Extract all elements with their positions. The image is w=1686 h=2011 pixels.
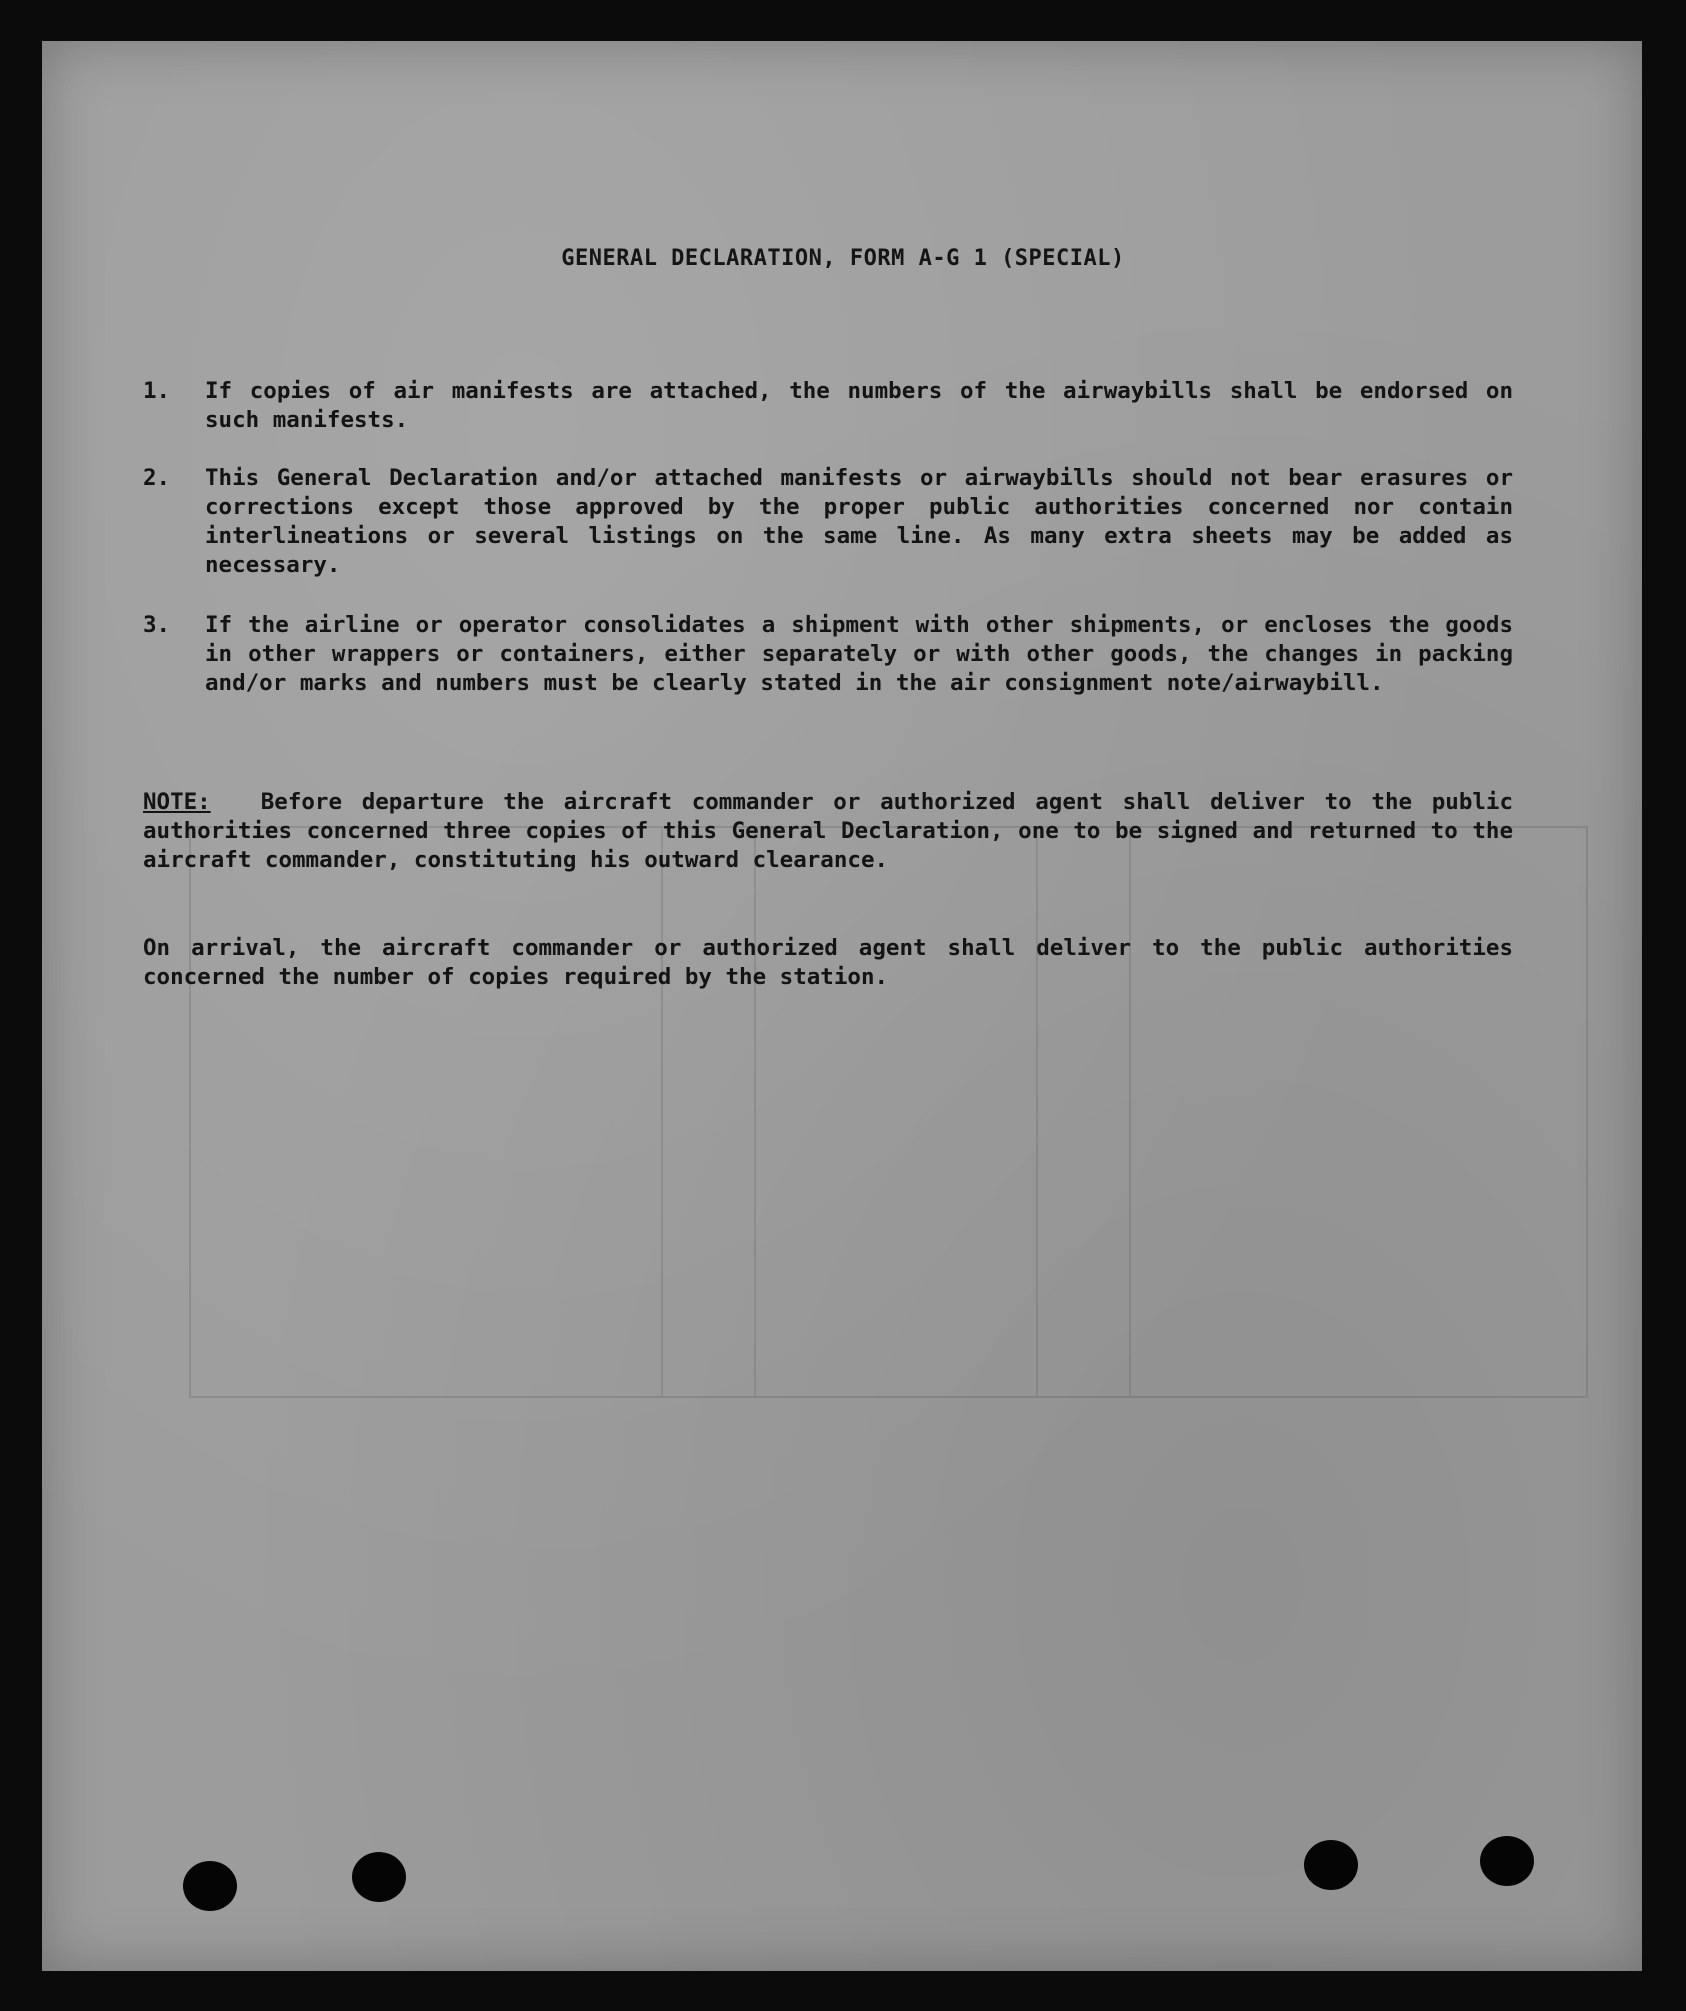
- bleed-through-line: [1129, 828, 1131, 1396]
- page-title: GENERAL DECLARATION, FORM A-G 1 (SPECIAL): [561, 246, 1125, 271]
- bleed-through-line: [754, 828, 756, 1396]
- note-paragraph: [143, 788, 1513, 875]
- instruction-item-2: [143, 464, 1513, 580]
- item-text: This General Declaration and/or attached manifests or airwaybills should not bear erasures or corrections except those approved by the proper public authorities concerned nor contain interlineations or several listings on the same line. As many extra sheets may be added as necessary.: [205, 465, 1513, 578]
- note-label: NOTE:: [143, 789, 211, 815]
- bleed-through-table: [189, 826, 1588, 1398]
- item-text: If copies of air manifests are attached, the numbers of the airwaybills shall be endorsed on such manifests.: [205, 378, 1513, 433]
- item-text: If the airline or operator consolidates a shipment with other shipments, or encloses the goods in other wrappers or containers, either separately or with other goods, the changes in packing and/or marks and numbers must be clearly stated in the air consignment note/airwaybill.: [205, 612, 1513, 696]
- punch-hole: [1480, 1836, 1534, 1886]
- bleed-through-line: [661, 828, 663, 1396]
- note-text: Before departure the aircraft commander or authorized agent shall deliver to the public authorities concerned three copies of this General Declaration, one to be signed and returned to the aircraft commander, constituting his outward clearance.: [143, 789, 1513, 873]
- bleed-through-line: [1036, 828, 1038, 1396]
- arrival-paragraph: On arrival, the aircraft commander or authorized agent shall deliver to the public authorities concerned the number of copies required by the station.: [143, 935, 1513, 990]
- item-number: 1.: [143, 378, 171, 404]
- item-number: 2.: [143, 465, 171, 491]
- instruction-item-1: [143, 377, 1513, 435]
- punch-hole: [1304, 1840, 1358, 1890]
- document-page: [42, 41, 1642, 1971]
- punch-hole: [183, 1861, 237, 1911]
- punch-hole: [352, 1852, 406, 1902]
- instruction-item-3: [143, 611, 1513, 698]
- item-number: 3.: [143, 612, 171, 638]
